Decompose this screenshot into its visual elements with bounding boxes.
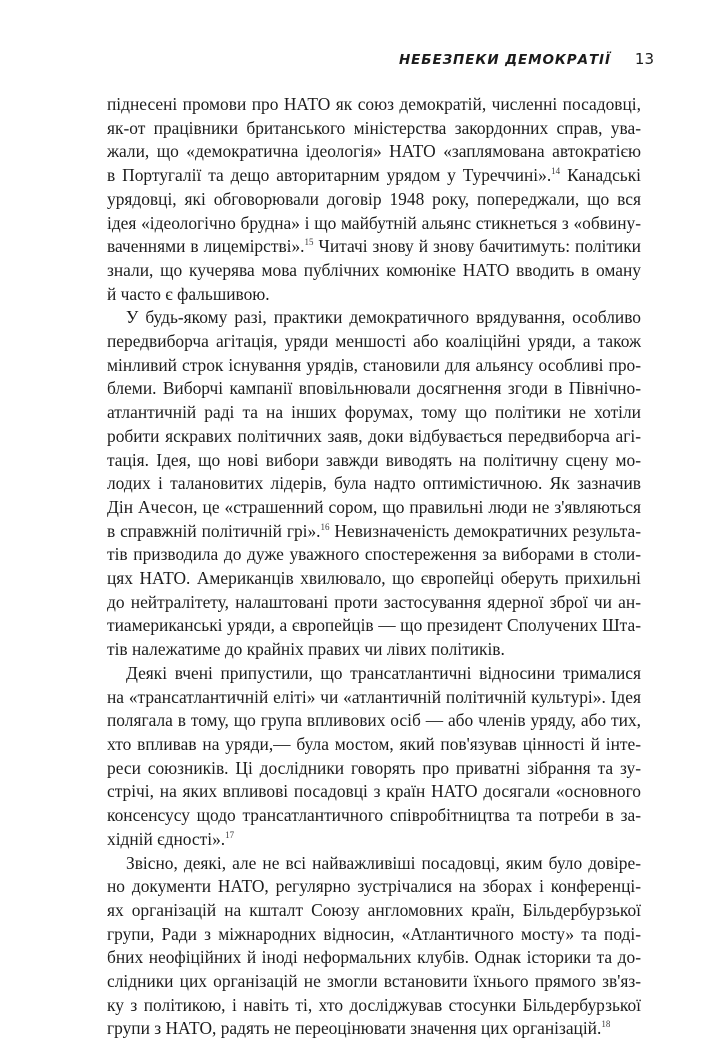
line-text: до нейтралітету, налаштовані проти застосування ядерної зброї чи ан-	[107, 592, 641, 612]
paragraph	[107, 662, 641, 852]
line-text: цях НАТО. Американців хвилювало, що європейці оберуть прихильні	[107, 568, 641, 588]
text-line	[107, 377, 641, 401]
line-text: хідній єдності».	[107, 829, 225, 849]
text-line	[107, 496, 641, 520]
paragraph	[107, 93, 641, 306]
text-line	[107, 283, 641, 307]
line-text: ях організацій на кшталт Союзу англомовних країн, Більдербурзької	[107, 900, 641, 920]
line-text: на «трансатлантичній еліті» чи «атлантичній політичній культурі». Ідея	[107, 687, 641, 707]
text-line	[107, 662, 641, 686]
line-text: тація. Ідея, що нові вибори завжди виводять на політичну сцену мо-	[107, 450, 641, 470]
text-line	[107, 164, 641, 188]
line-text: полягала в тому, що група впливових осіб — або членів уряду, або тих,	[107, 710, 641, 730]
line-text: піднесені промови про НАТО як союз демократій, численні посадовці,	[107, 94, 641, 114]
line-text: лодих і талановитих лідерів, була надто оптимістичною. Як зазначив	[107, 473, 641, 493]
text-line	[107, 93, 641, 117]
line-text: слідники цих організацій не змогли встановити їхнього прямого зв'яз-	[107, 971, 641, 991]
text-line	[107, 401, 641, 425]
page-number: 13	[635, 50, 654, 68]
line-text: урядовці, які обговорювали договір 1948 року, попереджали, що вся	[107, 189, 641, 209]
footnote-marker[interactable]: 15	[305, 237, 314, 247]
text-line	[107, 567, 641, 591]
footnote-marker[interactable]: 18	[601, 1019, 610, 1029]
text-line	[107, 235, 641, 259]
footnote-marker[interactable]: 14	[551, 166, 560, 176]
text-line	[107, 733, 641, 757]
line-text: Деякі вчені припустили, що трансатлантичні відносини трималися	[126, 663, 641, 683]
text-line	[107, 804, 641, 828]
line-text: бних неофіційних й іноді неформальних клубів. Однак історики та до-	[107, 947, 641, 967]
text-line	[107, 994, 641, 1018]
text-line	[107, 354, 641, 378]
line-text: в Португалії та дещо авторитарним урядом у Туреччині».	[107, 165, 551, 185]
body-text	[107, 93, 641, 1041]
text-line	[107, 330, 641, 354]
text-line	[107, 591, 641, 615]
line-text: хто впливав на уряди,— була мостом, який пов'язував цінності й інте-	[107, 734, 641, 754]
text-line	[107, 140, 641, 164]
line-text: ідея «ідеологічно брудна» і що майбутній альянс стикнеться з «обвину-	[107, 213, 641, 233]
text-line	[107, 212, 641, 236]
line-text: реси союзників. Ці дослідники говорять про приватні зібрання та зу-	[107, 758, 641, 778]
line-text-continued: Невизначеність демократичних результа-	[330, 521, 641, 541]
line-text: Дін Ачесон, це «страшенний сором, що правильні люди не з'являються	[107, 497, 641, 517]
text-line	[107, 757, 641, 781]
text-line	[107, 259, 641, 283]
text-line	[107, 875, 641, 899]
line-text: групи з НАТО, радять не переоцінювати значення цих організацій.	[107, 1018, 601, 1038]
footnote-marker[interactable]: 16	[321, 522, 330, 532]
line-text-continued: Канадські	[560, 165, 641, 185]
text-line	[107, 425, 641, 449]
line-text: ваченнями в лицемірстві».	[107, 236, 305, 256]
line-text: тів належатиме до крайніх правих чи лівих політиків.	[107, 639, 505, 659]
text-line	[107, 970, 641, 994]
text-line	[107, 614, 641, 638]
text-line	[107, 520, 641, 544]
text-line	[107, 780, 641, 804]
line-text: ку з політикою, і навіть ті, хто досліджував стосунки Більдербурзької	[107, 995, 641, 1015]
text-line	[107, 306, 641, 330]
line-text: консенсусу щодо трансатлантичного співробітництва та потреби в за-	[107, 805, 641, 825]
text-line	[107, 638, 641, 662]
line-text: в справжній політичній грі».	[107, 521, 321, 541]
text-line	[107, 923, 641, 947]
line-text: як-от працівники британського міністерства закордонних справ, ува-	[107, 118, 641, 138]
text-line	[107, 543, 641, 567]
text-line	[107, 472, 641, 496]
text-line	[107, 946, 641, 970]
text-line	[107, 852, 641, 876]
line-text: У будь-якому разі, практики демократичного врядування, особливо	[126, 307, 641, 327]
line-text: тиамериканські уряди, а європейців — що президент Сполучених Шта-	[107, 615, 641, 635]
text-line	[107, 188, 641, 212]
paragraph	[107, 852, 641, 1041]
line-text: жали, що «демократична ідеологія» НАТО «заплямована автократією	[107, 141, 641, 161]
line-text: знали, що кучерява мова публічних комюніке НАТО вводить в оману	[107, 260, 641, 280]
running-head	[399, 50, 654, 72]
line-text: й часто є фальшивою.	[107, 284, 270, 304]
text-line	[107, 1017, 641, 1041]
line-text: робити яскравих політичних заяв, доки відбувається передвиборча агі-	[107, 426, 641, 446]
line-text: тів призводила до дуже уважного спостереження за виборами в столи-	[107, 544, 641, 564]
line-text: мінливий строк існування урядів, становили для альянсу особливі про-	[107, 355, 641, 375]
text-line	[107, 686, 641, 710]
text-line	[107, 449, 641, 473]
line-text: передвиборча агітація, уряди меншості або коаліційні уряди, а також	[107, 331, 641, 351]
line-text: но документи НАТО, регулярно зустрічалися на зборах і конференці-	[107, 876, 641, 896]
running-title: НЕБЕЗПЕКИ ДЕМОКРАТІЇ	[399, 52, 611, 68]
text-line	[107, 828, 641, 852]
footnote-marker[interactable]: 17	[225, 830, 234, 840]
text-line	[107, 117, 641, 141]
line-text: атлантичній раді та на інших форумах, тому що політики не хотіли	[107, 402, 641, 422]
text-line	[107, 899, 641, 923]
paragraph	[107, 306, 641, 662]
line-text: стрічі, на яких впливові посадовці з країн НАТО досягали «основного	[107, 781, 641, 801]
line-text: блеми. Виборчі кампанії вповільнювали досягнення згоди в Північно-	[107, 378, 641, 398]
text-line	[107, 709, 641, 733]
line-text-continued: Читачі знову й знову бачитимуть: політики	[314, 236, 641, 256]
line-text: Звісно, деякі, але не всі найважливіші посадовці, яким було довіре-	[126, 853, 641, 873]
line-text: групи, Ради з міжнародних відносин, «Атлантичного мосту» та поді-	[107, 924, 641, 944]
